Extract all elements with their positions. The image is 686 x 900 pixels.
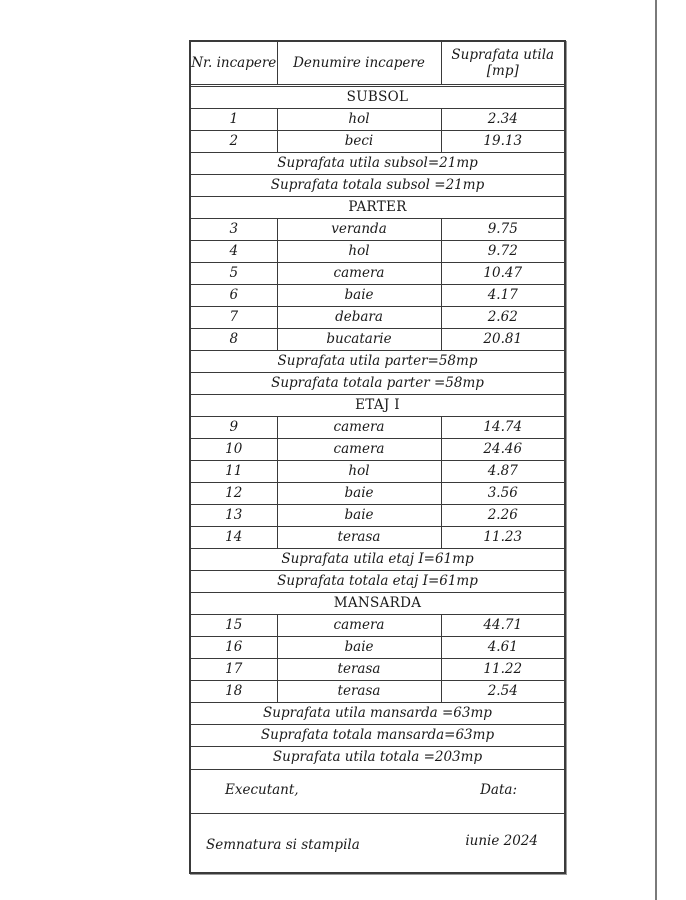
room-nr: 18: [191, 681, 277, 703]
section-total-row: [191, 571, 564, 593]
section-total-row: [191, 725, 564, 747]
room-area: 2.26: [441, 505, 564, 527]
room-name: camera: [277, 263, 441, 285]
section-header-row: [191, 395, 564, 417]
footer-divider: [191, 813, 564, 814]
section-total-row: [191, 373, 564, 395]
table-row: [191, 659, 564, 681]
room-nr: 11: [191, 461, 277, 483]
room-name: beci: [277, 131, 441, 153]
table-row: [191, 131, 564, 153]
date-label: Data:: [480, 782, 517, 798]
room-nr: 12: [191, 483, 277, 505]
section-header-row: [191, 593, 564, 615]
section-title: MANSARDA: [191, 593, 564, 615]
table-row: [191, 439, 564, 461]
room-name: terasa: [277, 527, 441, 549]
section-total-row: [191, 153, 564, 175]
section-header-row: [191, 86, 564, 109]
room-name: hol: [277, 461, 441, 483]
table-row: [191, 527, 564, 549]
section-total-row: [191, 351, 564, 373]
room-area: 19.13: [441, 131, 564, 153]
room-nr: 3: [191, 219, 277, 241]
room-name: veranda: [277, 219, 441, 241]
date-value: iunie 2024: [465, 833, 538, 849]
section-title: SUBSOL: [191, 86, 564, 109]
room-nr: 5: [191, 263, 277, 285]
section-totala-total: Suprafata totala parter =58mp: [191, 373, 564, 395]
section-total-row: [191, 175, 564, 197]
room-name: bucatarie: [277, 329, 441, 351]
table-row: [191, 307, 564, 329]
room-name: camera: [277, 439, 441, 461]
rooms-table: [191, 42, 564, 768]
room-name: camera: [277, 615, 441, 637]
table-row: [191, 241, 564, 263]
table-row: [191, 681, 564, 703]
table-row: [191, 285, 564, 307]
room-name: baie: [277, 637, 441, 659]
page-edge-line: [655, 0, 657, 900]
room-name: debara: [277, 307, 441, 329]
room-area: 14.74: [441, 417, 564, 439]
room-nr: 2: [191, 131, 277, 153]
table-row: [191, 615, 564, 637]
room-area: 3.56: [441, 483, 564, 505]
table-row: [191, 483, 564, 505]
section-total-row: [191, 703, 564, 725]
room-area: 2.34: [441, 109, 564, 131]
section-utila-total: Suprafata utila mansarda =63mp: [191, 703, 564, 725]
table-row: [191, 263, 564, 285]
room-area: 11.22: [441, 659, 564, 681]
room-nr: 16: [191, 637, 277, 659]
room-area: 4.61: [441, 637, 564, 659]
room-area: 11.23: [441, 527, 564, 549]
grand-total-row: [191, 747, 564, 769]
table-row: [191, 219, 564, 241]
room-nr: 10: [191, 439, 277, 461]
room-nr: 6: [191, 285, 277, 307]
table-row: [191, 637, 564, 659]
room-name: terasa: [277, 681, 441, 703]
room-area: 9.75: [441, 219, 564, 241]
table-row: [191, 329, 564, 351]
room-name: camera: [277, 417, 441, 439]
section-utila-total: Suprafata utila parter=58mp: [191, 351, 564, 373]
area-sheet: [189, 40, 566, 874]
section-totala-total: Suprafata totala subsol =21mp: [191, 175, 564, 197]
room-area: 24.46: [441, 439, 564, 461]
room-nr: 4: [191, 241, 277, 263]
room-area: 9.72: [441, 241, 564, 263]
room-name: hol: [277, 241, 441, 263]
room-area: 44.71: [441, 615, 564, 637]
room-nr: 17: [191, 659, 277, 681]
room-nr: 1: [191, 109, 277, 131]
room-area: 4.17: [441, 285, 564, 307]
section-totala-total: Suprafata totala mansarda=63mp: [191, 725, 564, 747]
section-title: PARTER: [191, 197, 564, 219]
table-row: [191, 505, 564, 527]
room-name: baie: [277, 483, 441, 505]
header-nr: Nr. incapere: [191, 42, 277, 86]
section-title: ETAJ I: [191, 395, 564, 417]
table-row: [191, 417, 564, 439]
room-name: terasa: [277, 659, 441, 681]
section-total-row: [191, 549, 564, 571]
room-name: hol: [277, 109, 441, 131]
section-utila-total: Suprafata utila etaj I=61mp: [191, 549, 564, 571]
room-area: 2.62: [441, 307, 564, 329]
room-nr: 8: [191, 329, 277, 351]
room-nr: 7: [191, 307, 277, 329]
signature-block: [191, 769, 564, 872]
grand-total: Suprafata utila totala =203mp: [191, 747, 564, 769]
table-row: [191, 109, 564, 131]
table-header-row: [191, 42, 564, 86]
signature-label: Semnatura si stampila: [206, 837, 360, 853]
room-area: 10.47: [441, 263, 564, 285]
header-name: Denumire incapere: [277, 42, 441, 86]
section-totala-total: Suprafata totala etaj I=61mp: [191, 571, 564, 593]
room-name: baie: [277, 285, 441, 307]
room-area: 2.54: [441, 681, 564, 703]
section-header-row: [191, 197, 564, 219]
room-name: baie: [277, 505, 441, 527]
header-area: Suprafata utila [mp]: [441, 42, 564, 86]
executant-label: Executant,: [225, 782, 299, 798]
room-area: 4.87: [441, 461, 564, 483]
room-nr: 14: [191, 527, 277, 549]
section-utila-total: Suprafata utila subsol=21mp: [191, 153, 564, 175]
room-area: 20.81: [441, 329, 564, 351]
room-nr: 9: [191, 417, 277, 439]
room-nr: 13: [191, 505, 277, 527]
table-row: [191, 461, 564, 483]
room-nr: 15: [191, 615, 277, 637]
